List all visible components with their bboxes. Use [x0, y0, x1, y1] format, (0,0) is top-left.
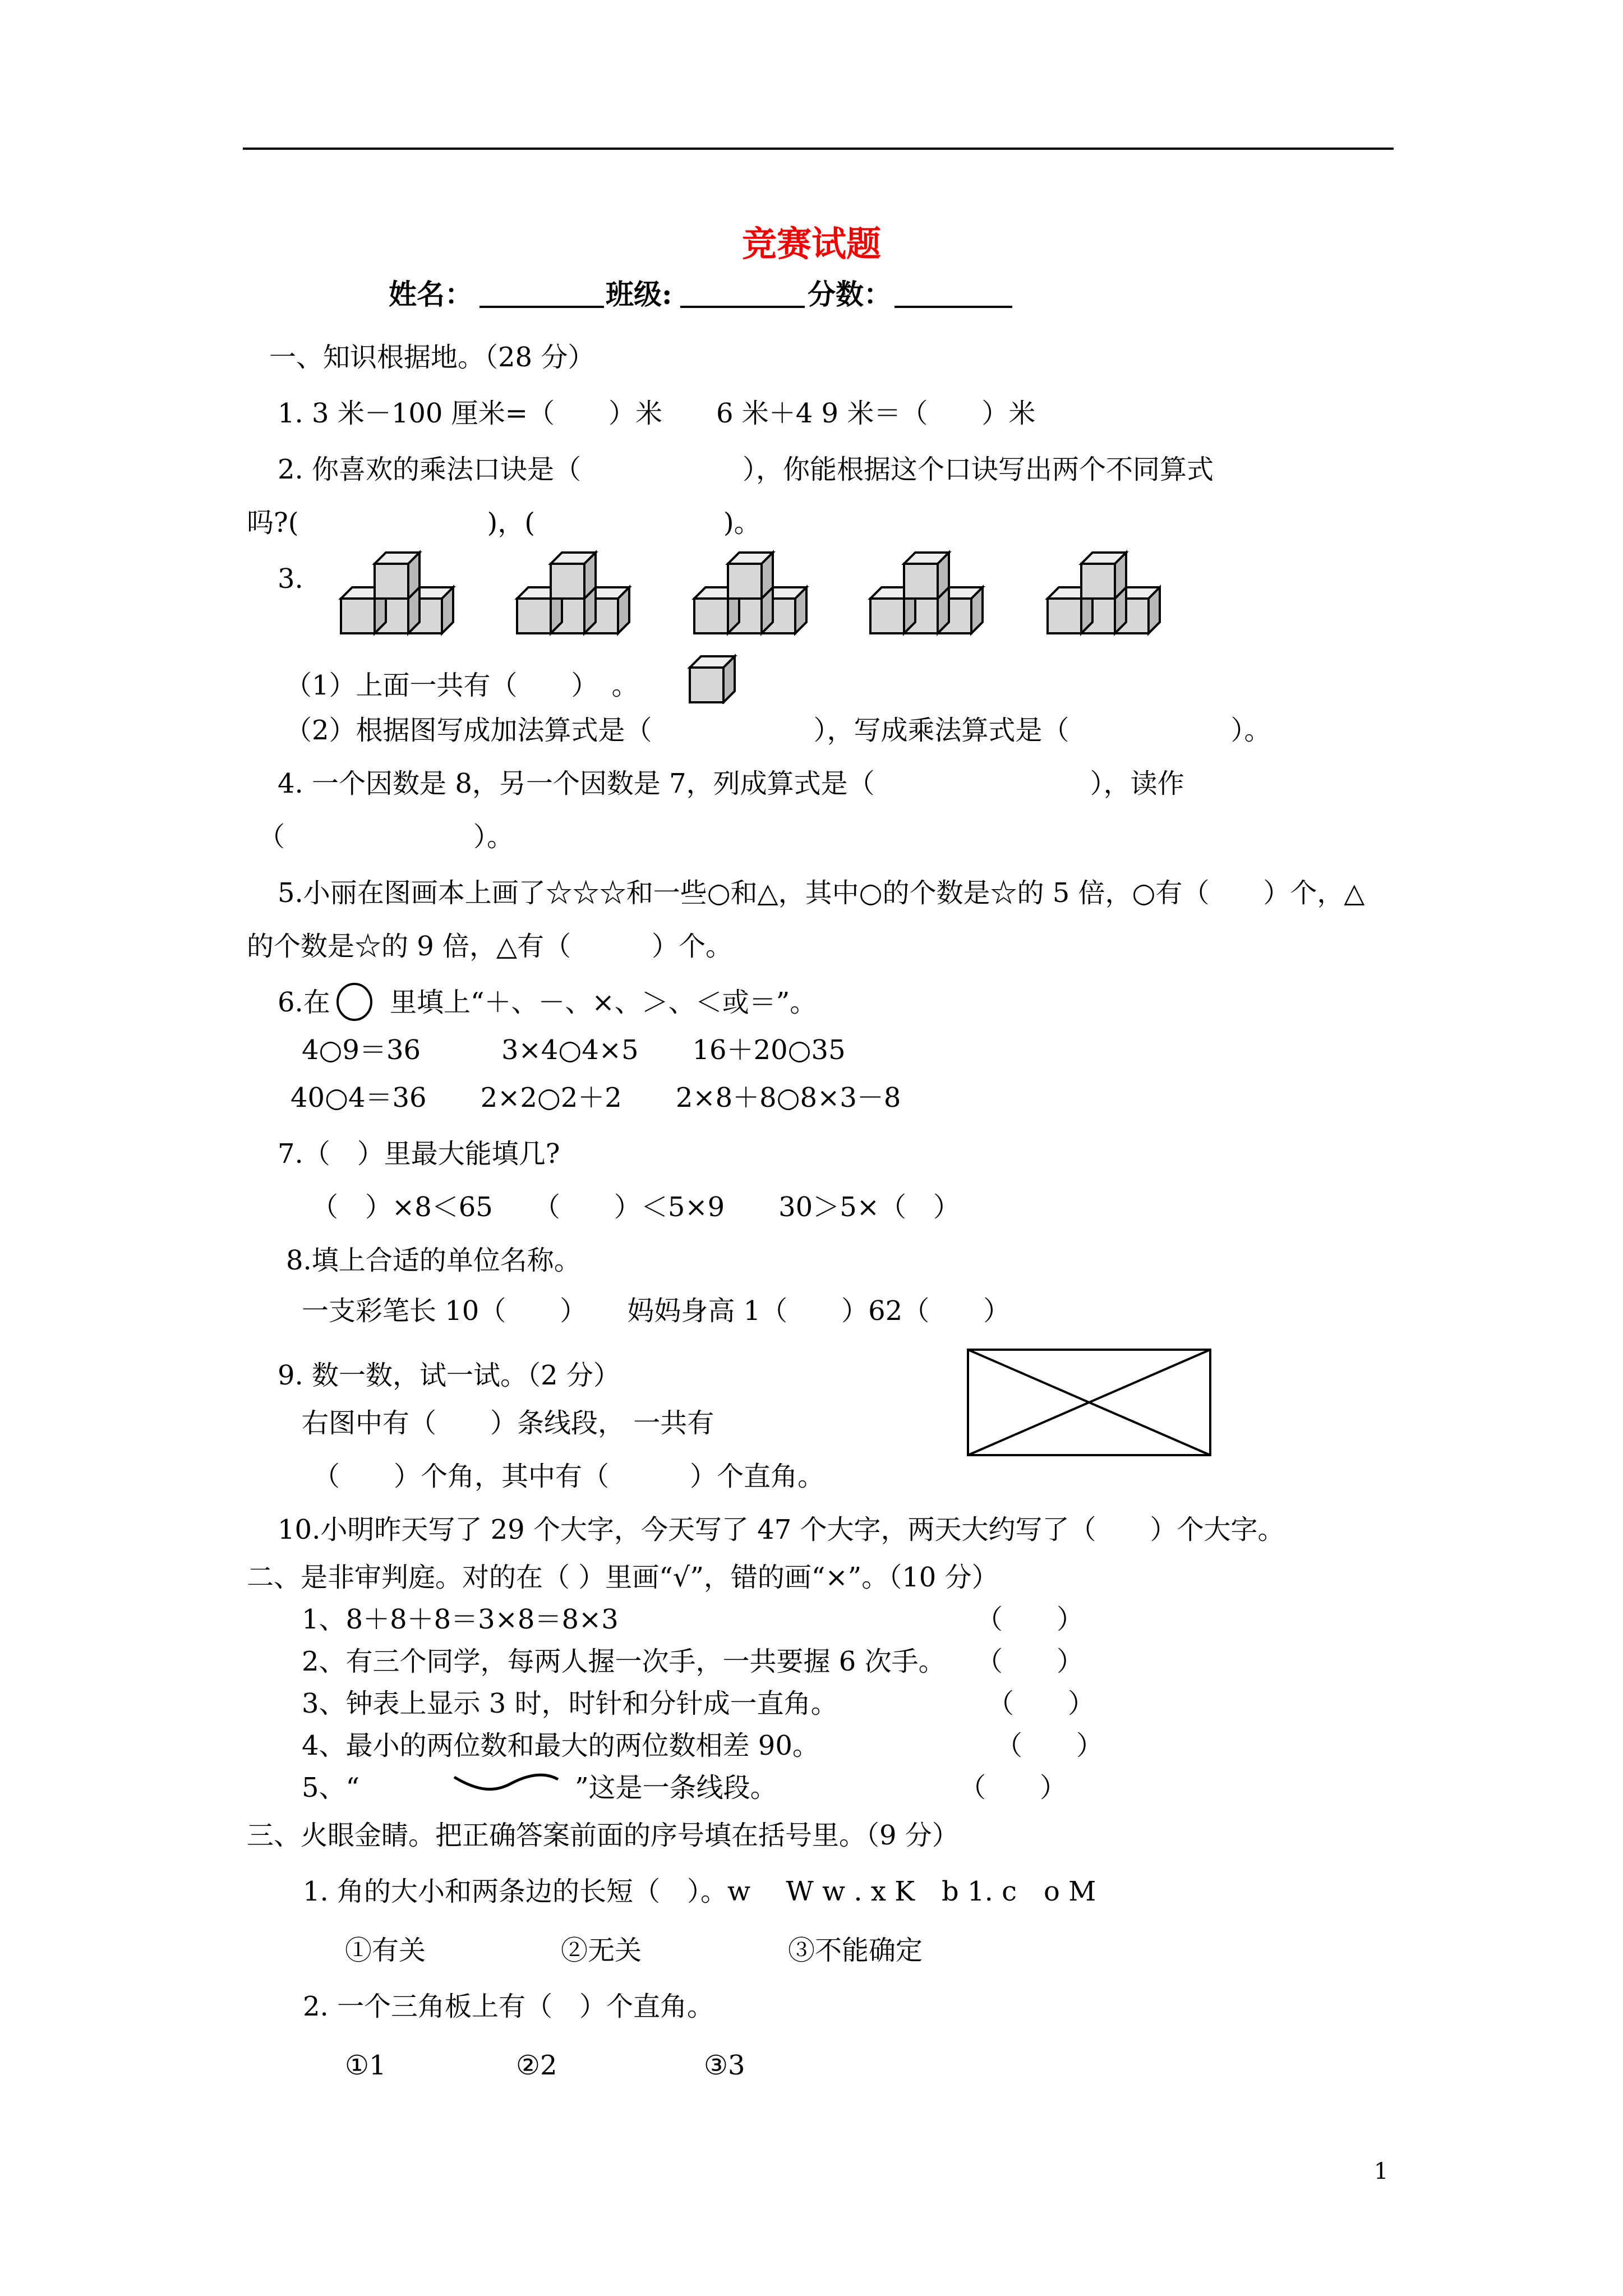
question-7: 7.（ ）里最大能填几? — [278, 1138, 560, 1170]
unit-cube-icon — [690, 656, 735, 702]
q1-option-1[interactable]: ①有关 — [345, 1935, 426, 1966]
judge-item-4: 4、最小的两位数和最大的两位数相差 90。 — [302, 1730, 819, 1761]
question-2-line1: 2. 你喜欢的乘法口诀是（ ），你能根据这个口诀写出两个不同算式 — [278, 454, 1214, 485]
cube-figure-4 — [870, 553, 983, 633]
class-label: 班级: — [606, 278, 672, 311]
question-5-line2: 的个数是☆的 9 倍，△有（ ）个。 — [247, 931, 732, 962]
question-5-line1: 5.小丽在图画本上画了☆☆☆和一些○和△，其中○的个数是☆的 5 倍，○有（ ）个，△ — [278, 877, 1365, 909]
q2-option-2[interactable]: ②2 — [516, 2050, 557, 2081]
question-7-row: （ ）×8＜65 （ ）＜5×9 30＞5×（ ） — [311, 1191, 960, 1223]
cube-figure-3 — [694, 553, 806, 633]
question-3-part1: （1）上面一共有（ ） 。 — [285, 670, 639, 701]
score-blank[interactable] — [895, 306, 1012, 308]
top-rule — [243, 148, 1394, 150]
judge-paren-5[interactable]: （ ） — [959, 1772, 1067, 1803]
question-9-line2: （ ）个角，其中有（ ）个直角。 — [313, 1461, 825, 1492]
judge-item-2: 2、有三个同学，每两人握一次手，一共要握 6 次手。 — [302, 1646, 946, 1677]
q1-option-2[interactable]: ②无关 — [561, 1935, 642, 1966]
question-9-line1: 右图中有（ ）条线段， 一共有 — [302, 1407, 714, 1439]
judge-paren-2[interactable]: （ ） — [976, 1646, 1084, 1677]
q1-option-3[interactable]: ③不能确定 — [788, 1935, 923, 1966]
question-8: 8.填上合适的单位名称。 — [286, 1245, 581, 1276]
cube-figure-1 — [341, 553, 453, 633]
question-6-prefix: 6.在 — [278, 987, 330, 1018]
question-1: 1. 3 米－100 厘米=（ ）米 6 米＋4 9 米＝（ ）米 — [278, 398, 1036, 429]
curve-line-icon — [449, 1767, 561, 1795]
name-label: 姓名： — [389, 278, 473, 311]
segment-figure — [965, 1346, 1217, 1461]
judge-paren-3[interactable]: （ ） — [987, 1688, 1095, 1719]
question-8-row: 一支彩笔长 10（ ） 妈妈身高 1（ ）62（ ） — [302, 1295, 1011, 1327]
question-6-row1: 4○9＝36 3×4○4×5 16＋20○35 — [302, 1034, 846, 1066]
section3-heading: 三、火眼金睛。把正确答案前面的序号填在括号里。（9 分） — [247, 1820, 959, 1851]
choice-question-1: 1. 角的大小和两条边的长短（ ）。w W w . x K b 1. c o M — [303, 1876, 1096, 1907]
judge-paren-4[interactable]: （ ） — [995, 1730, 1104, 1761]
choice-question-2: 2. 一个三角板上有（ ）个直角。 — [303, 1991, 714, 2022]
question-4-line1: 4. 一个因数是 8，另一个因数是 7，列成算式是（ ），读作 — [278, 768, 1184, 799]
class-blank[interactable] — [680, 306, 805, 308]
cube-figure-5 — [1048, 553, 1160, 633]
question-2-line2: 吗?( )，( )。 — [247, 507, 761, 539]
q2-option-1[interactable]: ①1 — [345, 2050, 386, 2081]
question-6-row2: 40○4＝36 2×2○2＋2 2×8＋8○8×3－8 — [291, 1082, 901, 1114]
blank-circle-icon — [335, 982, 374, 1022]
section2-heading: 二、是非审判庭。对的在（ ）里画“√”，错的画“×”。（10 分） — [247, 1562, 999, 1593]
question-9: 9. 数一数，试一试。（2 分） — [278, 1360, 620, 1391]
question-3-label: 3. — [278, 563, 303, 595]
page-title: 竞赛试题 — [741, 223, 881, 264]
q2-option-3[interactable]: ③3 — [704, 2050, 745, 2081]
question-4-line2: （ ）。 — [258, 821, 514, 853]
section1-heading: 一、知识根据地。（28 分） — [269, 342, 595, 373]
name-blank[interactable] — [479, 306, 604, 308]
page-number: 1 — [1374, 2159, 1389, 2184]
question-6-suffix: 里填上“＋、－、×、＞、＜或＝”。 — [390, 987, 817, 1018]
question-3-part2: （2）根据图写成加法算式是（ ），写成乘法算式是（ ）。 — [285, 715, 1271, 746]
judge-item-5: 5、“ ”这是一条线段。 — [302, 1772, 777, 1803]
score-label: 分数： — [808, 278, 892, 311]
question-10: 10.小明昨天写了 29 个大字，今天写了 47 个大字，两天大约写了（ ）个大字。 — [278, 1514, 1285, 1545]
judge-item-1: 1、8＋8＋8＝3×8＝8×3 — [302, 1604, 619, 1635]
cube-figure-2 — [517, 553, 629, 633]
judge-item-3: 3、钟表上显示 3 时，时针和分针成一直角。 — [302, 1688, 838, 1719]
judge-paren-1[interactable]: （ ） — [976, 1604, 1084, 1635]
